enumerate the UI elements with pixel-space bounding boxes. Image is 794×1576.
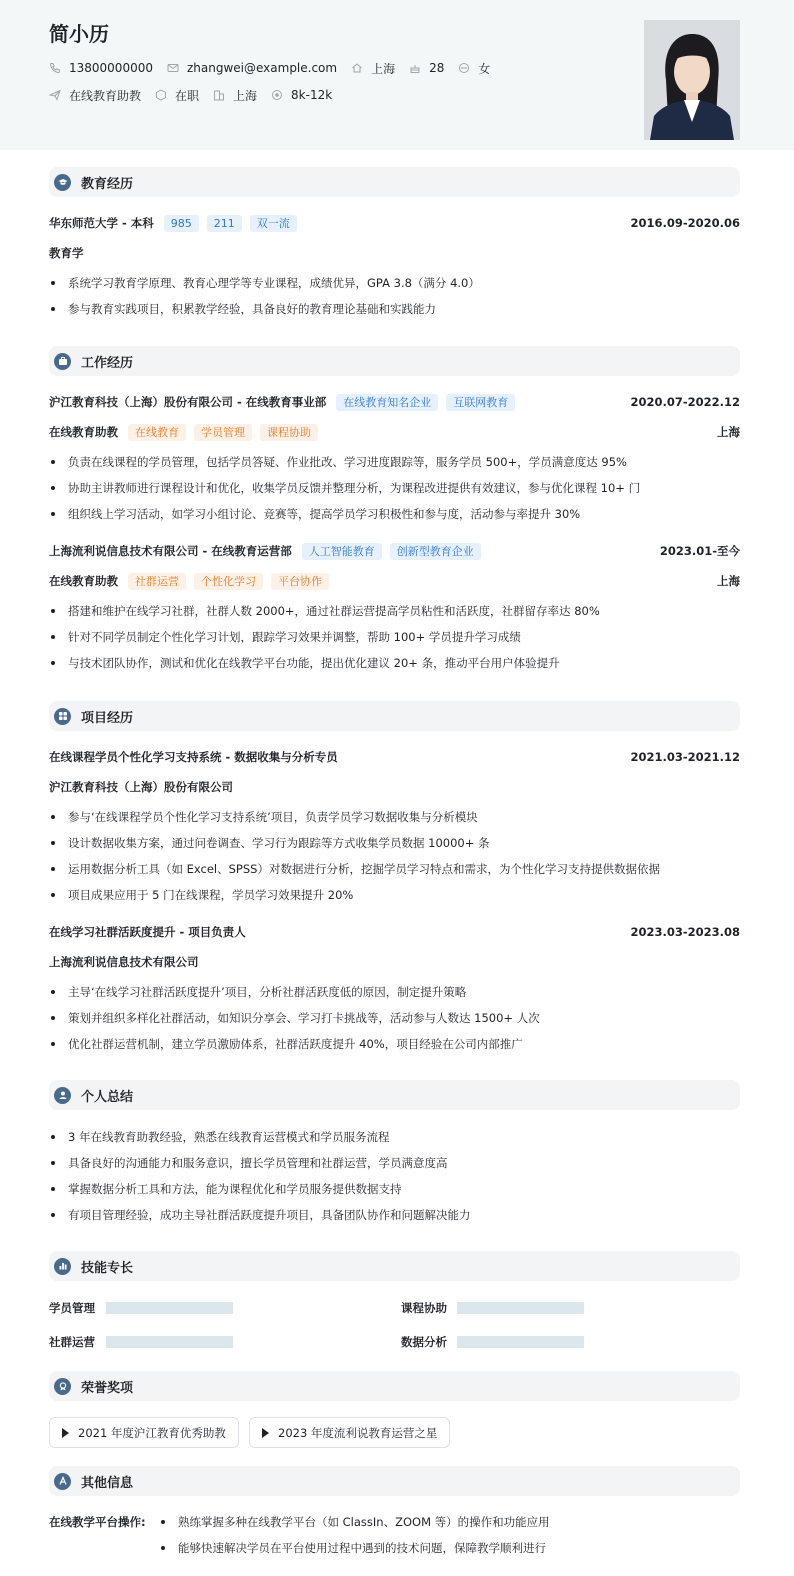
skill-bar: [457, 1302, 584, 1314]
graduation-cap-icon: [54, 174, 71, 191]
email-item: [167, 61, 337, 75]
role-tag: 课程协助: [260, 424, 318, 441]
company-tag: 创新型教育企业: [390, 543, 481, 560]
profile-photo: [644, 20, 740, 140]
salary-text: 8k-12k: [291, 88, 333, 102]
work-period: 2020.07-2022.12: [630, 395, 740, 409]
list-item: 参与‘在线课程学员个性化学习支持系统’项目，负责学员学习数据收集与分析模块: [49, 808, 740, 826]
section-skills: [49, 1251, 740, 1281]
gender-text: 女: [478, 61, 491, 76]
role-tag: 社群运营: [128, 573, 186, 590]
project-org: 上海流利说信息技术有限公司: [49, 955, 199, 969]
section-title: 项目经历: [81, 710, 134, 726]
skill-name: 课程协助: [401, 1301, 447, 1315]
skill-level-fill: [457, 1302, 584, 1314]
section-work: [49, 346, 740, 376]
status-item: [155, 87, 199, 104]
school-name: 华东师范大学 - 本科: [49, 216, 154, 230]
email-text: zhangwei@example.com: [186, 61, 338, 75]
user-icon: [54, 1087, 71, 1104]
list-item: 策划并组织多样化社群活动，如知识分享会、学习打卡挑战等，活动参与人数达 1500+ 人次: [49, 1009, 740, 1027]
list-item: 3 年在线教育助教经验，熟悉在线教育运营模式和学员服务流程: [49, 1128, 740, 1146]
section-title: 教育经历: [81, 176, 134, 192]
coin-icon: [271, 89, 283, 101]
language-icon: [54, 1473, 71, 1490]
list-item: 熟练掌握多种在线教学平台（如 ClassIn、ZOOM 等）的操作和功能应用: [159, 1513, 739, 1531]
project-title: 在线课程学员个性化学习支持系统 - 数据收集与分析专员: [49, 750, 338, 764]
section-honors: [49, 1371, 740, 1401]
project-period: 2023.03-2023.08: [630, 925, 740, 939]
project-period: 2021.03-2021.12: [630, 750, 740, 764]
section-title: 技能专长: [81, 1260, 134, 1276]
cake-icon: [409, 62, 421, 74]
section-other: [49, 1466, 740, 1496]
skill-name: 学员管理: [49, 1301, 95, 1315]
skill-bar: [106, 1336, 233, 1348]
section-title: 个人总结: [81, 1089, 134, 1105]
list-item: 具备良好的沟通能力和服务意识，擅长学员管理和社群运营，学员满意度高: [49, 1154, 740, 1172]
major-row: [49, 244, 740, 262]
skill-name: 社群运营: [49, 1335, 95, 1349]
role-tag: 在线教育: [128, 424, 186, 441]
skill-bar: [457, 1336, 584, 1348]
company-tag: 互联网教育: [446, 394, 515, 411]
section-title: 其他信息: [81, 1475, 134, 1491]
list-item: 运用数据分析工具（如 Excel、SPSS）对数据进行分析，挖掘学员学习特点和需求，为个性化学习支持提供数据依据: [49, 860, 740, 878]
salary-item: [271, 88, 332, 102]
list-item: 组织线上学习活动，如学习小组讨论、竞赛等，提高学员学习积极性和参与度，活动参与率提升 30%: [49, 505, 740, 523]
project-row: [49, 923, 740, 941]
other-label: 在线教学平台操作:: [49, 1515, 146, 1529]
school-tag: 211: [207, 215, 242, 232]
section-title: 工作经历: [81, 355, 134, 371]
education-period: 2016.09-2020.06: [630, 216, 740, 230]
role-row: [49, 572, 740, 590]
project-title: 在线学习社群活跃度提升 - 项目负责人: [49, 925, 246, 939]
section-education: [49, 167, 740, 197]
project-row: [49, 748, 740, 766]
project-org: 沪江教育科技（上海）股份有限公司: [49, 780, 233, 794]
section-projects: [49, 701, 740, 731]
school-tag: 985: [164, 215, 199, 232]
phone-icon: [49, 62, 61, 74]
bar-chart-icon: [54, 1258, 71, 1275]
major-name: 教育学: [49, 246, 84, 260]
candidate-name: 简小历: [49, 22, 109, 46]
work-city: 上海: [717, 425, 740, 439]
age-text: 28: [429, 61, 445, 75]
award-chip: 2023 年度流利说教育运营之星: [249, 1417, 450, 1448]
target-city-item: [213, 87, 257, 104]
home-icon: [351, 62, 363, 74]
briefcase-icon: [54, 353, 71, 370]
list-item: 负责在线课程的学员管理，包括学员答疑、作业批改、学习进度跟踪等，服务学员 500+，学员满意度达 95%: [49, 453, 740, 471]
role-name: 在线教育助教: [49, 574, 118, 588]
age-item: [409, 61, 444, 75]
role-row: [49, 423, 740, 441]
list-item: 项目成果应用于 5 门在线课程，学员学习效果提升 20%: [49, 886, 740, 904]
company-tag: 在线教育知名企业: [336, 394, 438, 411]
status-text: 在职: [175, 88, 200, 103]
skill-name: 数据分析: [401, 1335, 447, 1349]
list-item: 参与教育实践项目，积累教学经验，具备良好的教育理论基础和实践能力: [49, 300, 740, 318]
section-title: 荣誉奖项: [81, 1380, 134, 1396]
education-row: [49, 214, 740, 232]
list-item: 设计数据收集方案，通过问卷调查、学习行为跟踪等方式收集学员数据 10000+ 条: [49, 834, 740, 852]
role-tag: 平台协作: [271, 573, 329, 590]
company-row: [49, 393, 740, 411]
project-org-row: [49, 953, 740, 971]
company-row: [49, 542, 740, 560]
list-item: 有项目管理经验，成功主导社群活跃度提升项目，具备团队协作和问题解决能力: [49, 1206, 740, 1224]
list-item: 系统学习教育学原理、教育心理学等专业课程，成绩优异，GPA 3.8（满分 4.0）: [49, 274, 740, 292]
contact-row: [49, 59, 504, 77]
project-org-row: [49, 778, 740, 796]
role-name: 在线教育助教: [49, 425, 118, 439]
location-item: [351, 60, 395, 77]
send-icon: [49, 89, 61, 101]
gender-item: [458, 60, 490, 77]
role-tag: 个性化学习: [194, 573, 263, 590]
section-summary: [49, 1080, 740, 1110]
list-item: 主导‘在线学习社群活跃度提升’项目，分析社群活跃度低的原因，制定提升策略: [49, 983, 740, 1001]
list-item: 优化社群运营机制，建立学员激励体系，社群活跃度提升 40%，项目经验在公司内部推广: [49, 1035, 740, 1053]
location-text: 上海: [371, 61, 396, 76]
gender-icon: [458, 62, 470, 74]
list-item: 掌握数据分析工具和方法，能为课程优化和学员服务提供数据支持: [49, 1180, 740, 1198]
role-tag: 学员管理: [194, 424, 252, 441]
work-period: 2023.01-至今: [659, 544, 740, 558]
school-tag: 双一流: [250, 215, 297, 232]
company-name: 上海流利说信息技术有限公司 - 在线教育运营部: [49, 544, 292, 558]
list-item: 针对不同学员制定个性化学习计划，跟踪学习效果并调整，帮助 100+ 学员提升学习成绩: [49, 628, 740, 646]
medal-icon: [54, 1378, 71, 1395]
skill-bar: [106, 1302, 233, 1314]
status-icon: [155, 89, 167, 101]
building-icon: [213, 89, 225, 101]
target-city-text: 上海: [233, 88, 258, 103]
list-item: 与技术团队协作，测试和优化在线教学平台功能，提出优化建议 20+ 条，推动平台用户体验提升: [49, 654, 740, 672]
phone-text: 13800000000: [69, 61, 153, 75]
list-item: 能够快速解决学员在平台使用过程中遇到的技术问题，保障教学顺利进行: [159, 1539, 739, 1557]
phone-item: [49, 61, 153, 75]
play-icon: [262, 1428, 269, 1438]
company-name: 沪江教育科技（上海）股份有限公司 - 在线教育事业部: [49, 395, 327, 409]
resume-header: [0, 0, 794, 150]
work-city: 上海: [717, 574, 740, 588]
grid-icon: [54, 708, 71, 725]
company-tag: 人工智能教育: [302, 543, 382, 560]
mail-icon: [167, 62, 179, 74]
list-item: 协助主讲教师进行课程设计和优化，收集学员反馈并整理分析，为课程改进提供有效建议，参与优化课程 10+ 门: [49, 479, 740, 497]
target-role-text: 在线教育助教: [69, 88, 142, 103]
job-intent-row: [49, 86, 346, 104]
target-role-item: [49, 87, 141, 104]
skill-level-fill: [457, 1336, 584, 1348]
skill-level-fill: [106, 1336, 233, 1348]
award-chip: 2021 年度沪江教育优秀助教: [49, 1417, 239, 1448]
play-icon: [62, 1428, 69, 1438]
skill-level-fill: [106, 1302, 233, 1314]
list-item: 搭建和维护在线学习社群，社群人数 2000+，通过社群运营提高学员粘性和活跃度，社群留存率达 80%: [49, 602, 740, 620]
